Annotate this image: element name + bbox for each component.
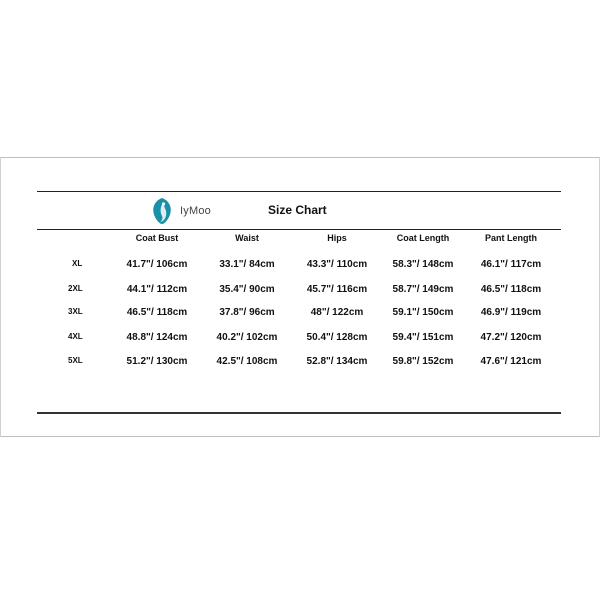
size-label: 5XL <box>68 356 83 365</box>
table-row <box>0 259 600 277</box>
cell-pant-length: 47.6"/ 121cm <box>480 356 542 367</box>
cell-pant-length: 46.1"/ 117cm <box>480 259 542 270</box>
cell-coat-bust: 51.2"/ 130cm <box>126 356 188 367</box>
cell-coat-bust: 46.5"/ 118cm <box>126 307 188 318</box>
table-row <box>0 356 600 374</box>
cell-waist: 42.5"/ 108cm <box>216 356 278 367</box>
cell-hips: 43.3"/ 110cm <box>306 259 368 270</box>
column-header-hips: Hips <box>327 233 347 243</box>
chart-title: Size Chart <box>268 203 327 217</box>
size-label: XL <box>72 259 83 268</box>
brand-logo-icon <box>150 197 174 225</box>
header-divider-rule <box>37 229 561 230</box>
table-row <box>0 332 600 350</box>
cell-coat-length: 58.3"/ 148cm <box>392 259 454 270</box>
table-row <box>0 284 600 302</box>
cell-coat-bust: 41.7"/ 106cm <box>126 259 188 270</box>
column-header-pant-length: Pant Length <box>485 233 537 243</box>
size-label: 2XL <box>68 284 83 293</box>
table-bottom-rule <box>37 412 561 414</box>
cell-coat-length: 59.4"/ 151cm <box>392 332 454 343</box>
cell-pant-length: 46.9"/ 119cm <box>480 307 542 318</box>
cell-hips: 52.8"/ 134cm <box>306 356 368 367</box>
size-label: 3XL <box>68 307 83 316</box>
cell-coat-length: 59.1"/ 150cm <box>392 307 454 318</box>
brand-name: IyMoo <box>180 205 211 217</box>
column-header-coat-bust: Coat Bust <box>135 233 179 243</box>
cell-hips: 50.4"/ 128cm <box>306 332 368 343</box>
cell-waist: 37.8"/ 96cm <box>219 307 275 318</box>
cell-pant-length: 47.2"/ 120cm <box>480 332 542 343</box>
brand-logo-block <box>150 196 211 226</box>
cell-hips: 45.7"/ 116cm <box>306 284 368 295</box>
column-header-waist: Waist <box>235 233 259 243</box>
cell-pant-length: 46.5"/ 118cm <box>480 284 542 295</box>
cell-coat-bust: 48.8"/ 124cm <box>126 332 188 343</box>
cell-coat-length: 58.7"/ 149cm <box>392 284 454 295</box>
cell-waist: 40.2"/ 102cm <box>216 332 278 343</box>
cell-waist: 33.1"/ 84cm <box>219 259 275 270</box>
cell-coat-bust: 44.1"/ 112cm <box>126 284 188 295</box>
size-label: 4XL <box>68 332 83 341</box>
cell-hips: 48"/ 122cm <box>310 307 364 318</box>
table-row <box>0 307 600 325</box>
cell-coat-length: 59.8"/ 152cm <box>392 356 454 367</box>
cell-waist: 35.4"/ 90cm <box>219 284 275 295</box>
table-top-rule <box>37 191 561 192</box>
column-header-coat-length: Coat Length <box>396 233 450 243</box>
